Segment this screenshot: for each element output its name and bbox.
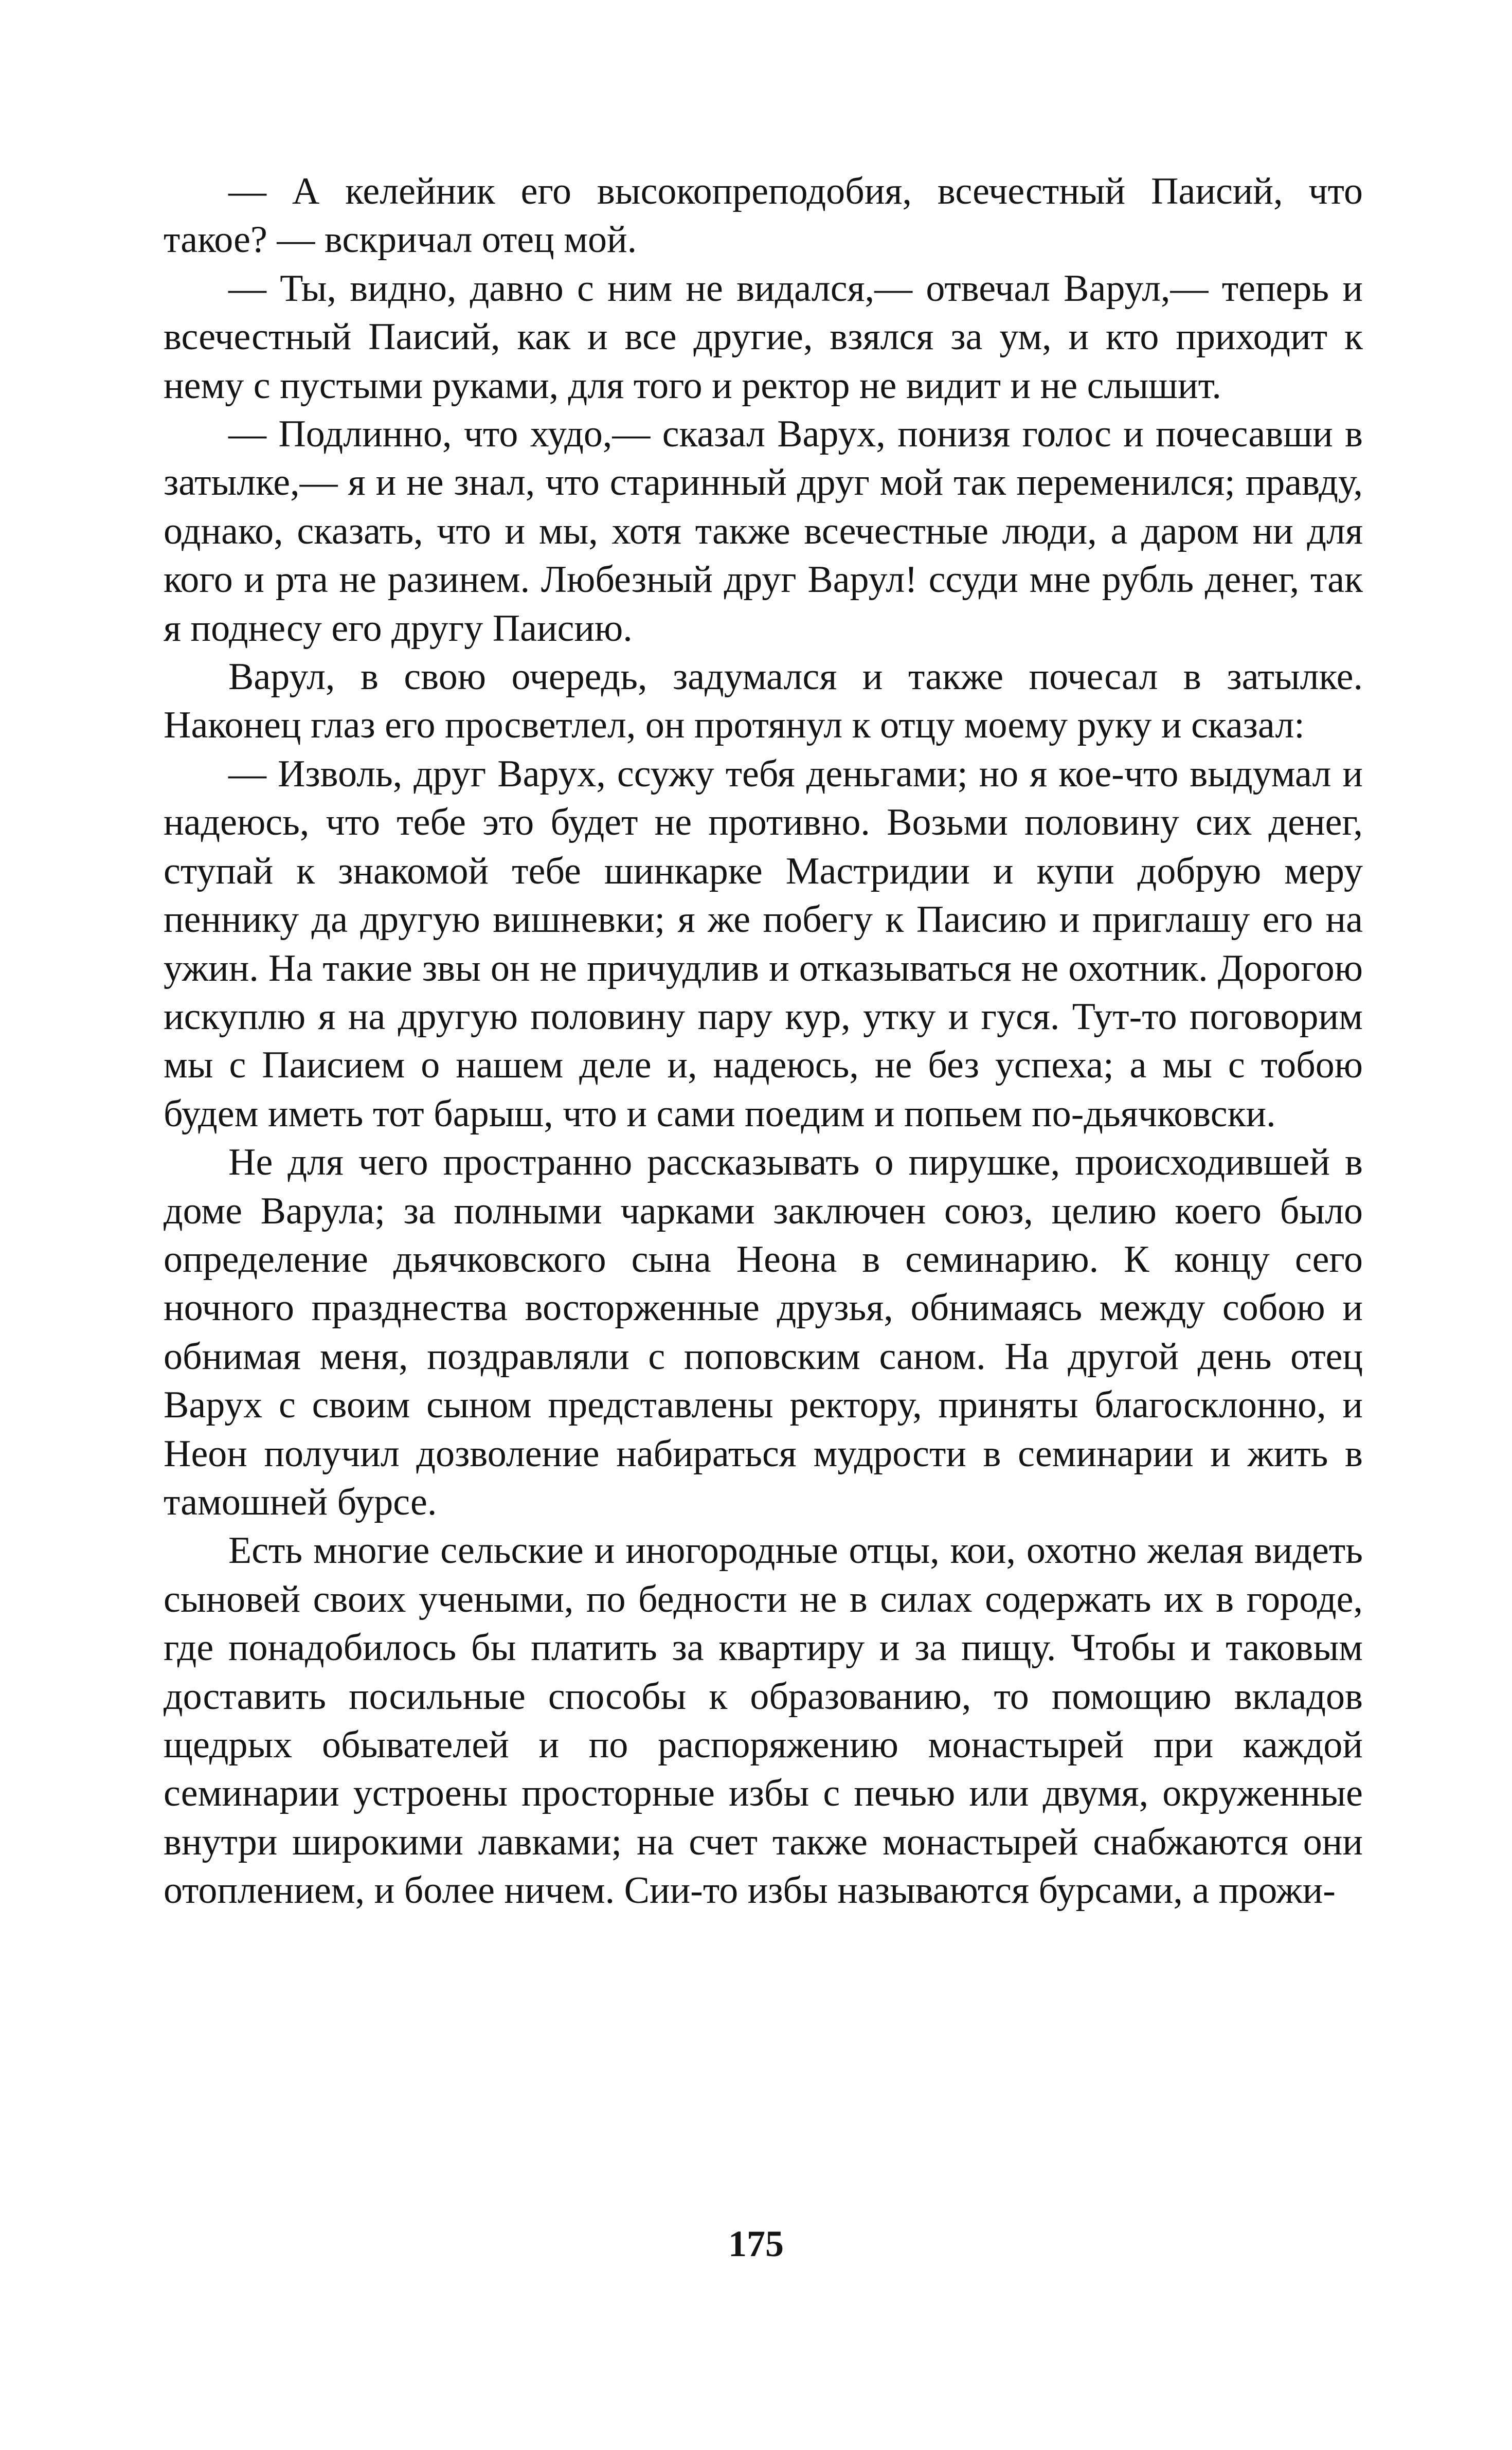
page-number: 175 (728, 2223, 784, 2264)
page-body (164, 167, 1363, 1915)
paragraph: — Подлинно, что худо,— сказал Варух, понизя голос и почесавши в затылке,— я и не знал, что старинный друг мой так переменился; правду, однако, сказать, что и мы, хотя также всечестные люди, а даром ни для кого и рта не разинем. Любезный друг Варул! ссуди мне рубль денег, так я поднесу его другу Паисию. (164, 413, 1363, 650)
paragraph: — Изволь, друг Варух, ссужу тебя деньгами; но я кое-что выдумал и надеюсь, что тебе это будет не противно. Возьми половину сих денег, ступай к знакомой тебе шинкарке Мастридии и купи добрую меру пеннику да другую вишневки; я же побегу к Паисию и приглашу его на ужин. На такие звы он не причудлив и отказываться не охотник. Дорогою искуплю я на другую половину пару кур, утку и гуся. Тут-то поговорим мы с Паисием о нашем деле и, надеюсь, не без успеха; а мы с тобою будем иметь тот барыш, что и сами поедим и попьем по-дьячковски. (164, 752, 1363, 1135)
paragraph: Не для чего пространно рассказывать о пирушке, происходившей в доме Варула; за полными чарками заключен союз, целию коего было определение дьячковского сына Неона в семинарию. К концу сего ночного празднества восторженные друзья, обнимаясь между собою и обнимая меня, поздравляли с поповским саном. На другой день отец Варух с своим сыном представлены ректору, приняты благосклонно, и Неон получил дозволение набираться мудрости в семинарии и жить в тамошней бурсе. (164, 1141, 1363, 1523)
paragraph: — Ты, видно, давно с ним не видался,— отвечал Варул,— теперь и всечестный Паисий, как и все другие, взялся за ум, и кто приходит к нему с пустыми руками, для того и ректор не видит и не слышит. (164, 267, 1363, 407)
paragraph: Есть многие сельские и иногородные отцы, кои, охотно желая видеть сыновей своих учеными, по бедности не в силах содержать их в городе, где понадобилось бы платить за квартиру и за пищу. Чтобы и таковым доставить посильные способы к образованию, то помощию вкладов щедрых обывателей и по распоряжению монастырей при каждой семинарии устроены просторные избы с печью или двумя, окруженные внутри широкими лавками; на счет также монастырей снабжаются они отоплением, и более ничем. Сии-то избы называются бурсами, а прожи- (164, 1529, 1363, 1912)
paragraph: — А келейник его высокопреподобия, всечестный Паисий, что такое? — вскричал отец мой. (164, 170, 1363, 261)
paragraph: Варул, в свою очередь, задумался и также почесал в затылке. Наконец глаз его просветлел, он протянул к отцу моему руку и сказал: (164, 656, 1363, 747)
